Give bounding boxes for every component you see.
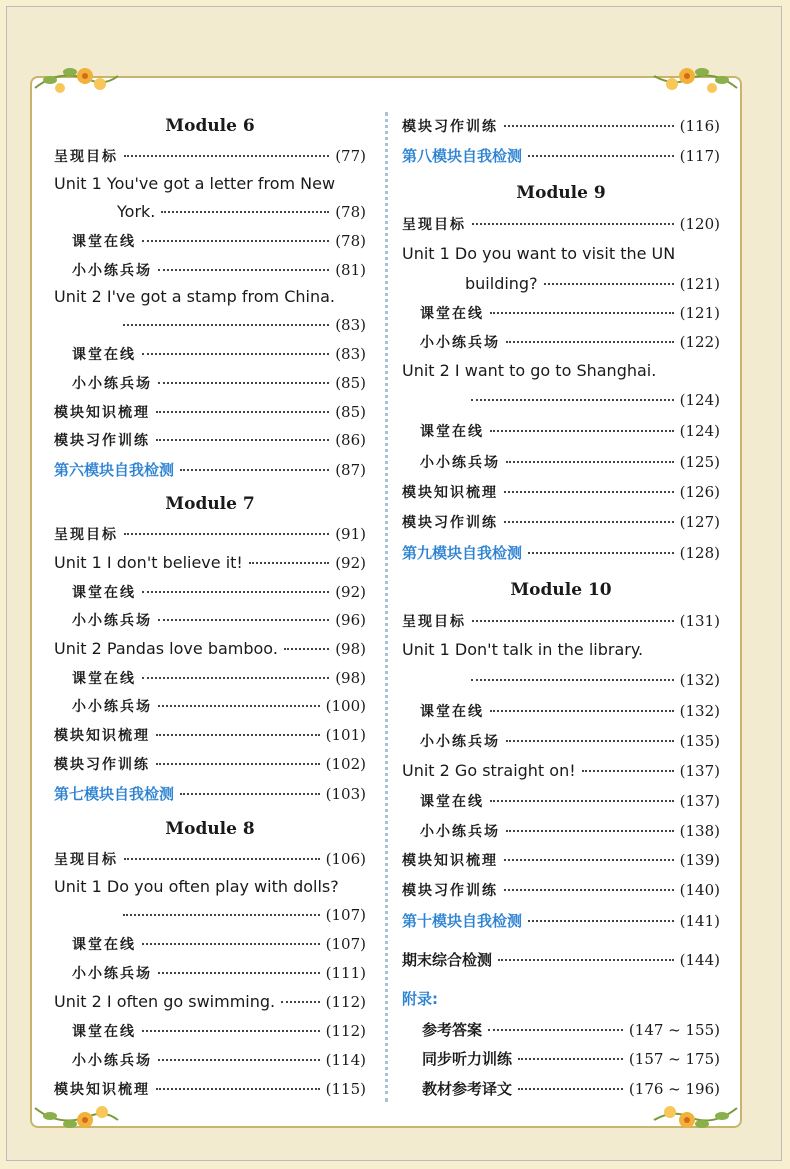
column-divider	[385, 112, 388, 1102]
entry-label: 课堂在线	[72, 1024, 136, 1040]
toc-entry-appendix[interactable]	[422, 1078, 720, 1099]
page-number: (114)	[325, 1051, 366, 1069]
entry-label: Unit 2 I often go swimming.	[54, 992, 276, 1011]
page-number: (83)	[335, 316, 366, 334]
page-number: (83)	[335, 345, 366, 363]
page-number: (107)	[325, 935, 366, 953]
page-number: (78)	[335, 203, 366, 221]
toc-entry[interactable]	[54, 260, 366, 280]
page-number: (138)	[679, 822, 720, 840]
entry-label: 小小练兵场	[420, 455, 500, 471]
page-number: (81)	[335, 261, 366, 279]
entry-label: 第十模块自我检测	[402, 912, 523, 930]
entry-label: 模块习作训练	[54, 433, 150, 449]
toc-entry[interactable]	[54, 725, 366, 745]
toc-entry-line[interactable]: Unit 1 Don't talk in the library.	[402, 640, 644, 659]
page-number: (124)	[679, 391, 720, 409]
entry-label: 模块习作训练	[402, 883, 498, 899]
entry-label: Unit 1 I don't believe it!	[54, 553, 243, 572]
toc-entry[interactable]	[54, 668, 366, 688]
toc-entry[interactable]	[54, 146, 366, 166]
toc-entry[interactable]	[54, 754, 366, 774]
page-number: (121)	[679, 275, 720, 293]
toc-entry[interactable]	[54, 963, 366, 983]
entry-label: 小小练兵场	[72, 699, 152, 715]
entry-label: 课堂在线	[420, 794, 484, 810]
entry-label: 模块习作训练	[402, 119, 498, 135]
toc-entry[interactable]	[402, 701, 720, 721]
entry-label: 小小练兵场	[420, 335, 500, 351]
page-number: (141)	[679, 912, 720, 930]
toc-entry[interactable]	[402, 671, 720, 689]
page-number: (131)	[679, 612, 720, 630]
toc-entry[interactable]	[54, 202, 366, 221]
entry-label: 第九模块自我检测	[402, 544, 523, 562]
entry-label: 同步听力训练	[422, 1050, 513, 1068]
entry-label: 小小练兵场	[72, 966, 152, 982]
toc-entry-appendix[interactable]	[422, 1019, 720, 1040]
entry-label: building?	[465, 274, 538, 293]
page-number: (121)	[679, 304, 720, 322]
entry-label: 小小练兵场	[420, 734, 500, 750]
entry-label: 呈现目标	[54, 852, 118, 868]
page-number: (128)	[679, 544, 720, 562]
page-number: (137)	[679, 762, 720, 780]
toc-entry-line[interactable]: Unit 1 Do you often play with dolls?	[54, 877, 339, 896]
entry-label: 第七模块自我检测	[54, 785, 175, 803]
page-number: (137)	[679, 792, 720, 810]
entry-label: 呈现目标	[54, 527, 118, 543]
entry-label: York.	[117, 202, 156, 221]
toc-entry[interactable]	[54, 553, 366, 572]
entry-label: Unit 2 Pandas love bamboo.	[54, 639, 278, 658]
entry-label: 课堂在线	[420, 424, 484, 440]
page-number: (132)	[679, 671, 720, 689]
toc-entry[interactable]	[54, 316, 366, 334]
toc-entry[interactable]	[54, 1079, 366, 1099]
toc-entry-line[interactable]: Unit 1 Do you want to visit the UN	[402, 244, 676, 263]
flower-vine-icon	[652, 1098, 742, 1138]
entry-label: 课堂在线	[72, 585, 136, 601]
entry-label: 课堂在线	[420, 704, 484, 720]
page-number: (140)	[679, 881, 720, 899]
toc-entry-line[interactable]: Unit 2 I've got a stamp from China.	[54, 287, 335, 306]
page-number: (115)	[325, 1080, 366, 1098]
page-number: (96)	[335, 611, 366, 629]
page-number: (107)	[325, 906, 366, 924]
toc-entry[interactable]	[402, 452, 720, 472]
toc-entry-line[interactable]: Unit 1 You've got a letter from New	[54, 174, 336, 193]
entry-label: 课堂在线	[72, 671, 136, 687]
toc-entry-appendix[interactable]	[422, 1048, 720, 1069]
page-number: (117)	[679, 147, 720, 165]
entry-label: 参考答案	[422, 1021, 483, 1039]
toc-entry[interactable]	[402, 611, 720, 631]
entry-label: 教材参考译文	[422, 1080, 513, 1098]
entry-label: 小小练兵场	[420, 824, 500, 840]
entry-label: 模块知识梳理	[54, 405, 150, 421]
toc-entry[interactable]	[402, 791, 720, 811]
page-number: (92)	[335, 554, 366, 572]
page-number: (98)	[335, 669, 366, 687]
entry-label: 课堂在线	[72, 347, 136, 363]
entry-label: 呈现目标	[402, 217, 466, 233]
page-number: (77)	[335, 147, 366, 165]
toc-entry[interactable]	[54, 231, 366, 251]
toc-entry-test[interactable]	[402, 542, 720, 563]
toc-entry-test[interactable]	[402, 145, 720, 166]
toc-entry[interactable]	[54, 934, 366, 954]
page-number: (103)	[325, 785, 366, 803]
entry-label: 模块知识梳理	[402, 853, 498, 869]
page-number: (120)	[679, 215, 720, 233]
page-number: (132)	[679, 702, 720, 720]
page-number: (112)	[325, 1022, 366, 1040]
appendix-title: 附录:	[402, 990, 438, 1008]
entry-label: 模块知识梳理	[54, 728, 150, 744]
toc-entry-test[interactable]	[402, 910, 720, 931]
page-number: (125)	[679, 453, 720, 471]
toc-entry[interactable]	[402, 391, 720, 409]
entry-label: 课堂在线	[72, 234, 136, 250]
page-number: (85)	[335, 403, 366, 421]
page-number: (122)	[679, 333, 720, 351]
toc-entry[interactable]	[54, 610, 366, 630]
page-number: (176 ~ 196)	[628, 1080, 720, 1098]
toc-entry[interactable]	[402, 512, 720, 532]
page-number: (144)	[679, 951, 720, 969]
toc-entry[interactable]	[54, 696, 366, 716]
page-number: (86)	[335, 431, 366, 449]
entry-label: 课堂在线	[72, 937, 136, 953]
toc-entry[interactable]	[402, 482, 720, 502]
toc-entry[interactable]	[402, 821, 720, 841]
page-number: (116)	[679, 117, 720, 135]
toc-entry[interactable]	[54, 373, 366, 393]
module-title: Module 9	[516, 183, 606, 203]
module-title: Module 8	[165, 819, 255, 839]
entry-label: 期末综合检测	[402, 951, 493, 969]
module-title: Module 6	[165, 116, 255, 136]
entry-label: 呈现目标	[402, 614, 466, 630]
page-number: (106)	[325, 850, 366, 868]
toc-entry[interactable]	[54, 849, 366, 869]
toc-entry[interactable]	[54, 402, 366, 422]
toc-entry[interactable]	[54, 992, 366, 1011]
page-number: (157 ~ 175)	[628, 1050, 720, 1068]
page-number: (127)	[679, 513, 720, 531]
toc-entry[interactable]	[54, 1021, 366, 1041]
page-number: (92)	[335, 583, 366, 601]
page-number: (100)	[325, 697, 366, 715]
page-number: (98)	[335, 640, 366, 658]
page-number: (135)	[679, 732, 720, 750]
page-number: (78)	[335, 232, 366, 250]
toc-entry[interactable]	[54, 906, 366, 924]
toc-entry[interactable]	[402, 303, 720, 323]
entry-label: 模块习作训练	[54, 757, 150, 773]
entry-label: 小小练兵场	[72, 263, 152, 279]
entry-label: 课堂在线	[420, 306, 484, 322]
toc-entry[interactable]	[402, 761, 720, 780]
toc-entry-test[interactable]	[54, 459, 366, 480]
flower-vine-icon	[30, 58, 120, 98]
page-number: (126)	[679, 483, 720, 501]
entry-label: 小小练兵场	[72, 613, 152, 629]
entry-label: 小小练兵场	[72, 376, 152, 392]
toc-entry-final[interactable]	[402, 949, 720, 970]
toc-entry[interactable]	[402, 880, 720, 900]
flower-vine-icon	[30, 1098, 120, 1138]
toc-entry[interactable]	[402, 116, 720, 136]
page-number: (112)	[325, 993, 366, 1011]
page-number: (102)	[325, 755, 366, 773]
toc-entry[interactable]	[54, 639, 366, 658]
toc-entry[interactable]	[402, 214, 720, 234]
page-number: (101)	[325, 726, 366, 744]
toc-entry[interactable]	[402, 332, 720, 352]
entry-label: 第八模块自我检测	[402, 147, 523, 165]
toc-entry[interactable]	[402, 421, 720, 441]
module-title: Module 10	[510, 580, 612, 600]
page-number: (85)	[335, 374, 366, 392]
toc-entry[interactable]	[54, 582, 366, 602]
entry-label: 模块知识梳理	[54, 1082, 150, 1098]
toc-entry-test[interactable]	[54, 783, 366, 804]
toc-entry-line[interactable]: Unit 2 I want to go to Shanghai.	[402, 361, 657, 380]
page-number: (91)	[335, 525, 366, 543]
page-number: (139)	[679, 851, 720, 869]
toc-entry[interactable]	[54, 1050, 366, 1070]
toc-entry[interactable]	[54, 430, 366, 450]
toc-entry[interactable]	[402, 731, 720, 751]
entry-label: 模块知识梳理	[402, 485, 498, 501]
entry-label: 第六模块自我检测	[54, 461, 175, 479]
toc-entry[interactable]	[402, 274, 720, 293]
module-title: Module 7	[165, 494, 255, 514]
toc-entry[interactable]	[54, 524, 366, 544]
toc-entry[interactable]	[54, 344, 366, 364]
entry-label: 呈现目标	[54, 149, 118, 165]
entry-label: Unit 2 Go straight on!	[402, 761, 576, 780]
page-number: (111)	[325, 964, 366, 982]
page-number: (147 ~ 155)	[628, 1021, 720, 1039]
entry-label: 小小练兵场	[72, 1053, 152, 1069]
page-number: (124)	[679, 422, 720, 440]
toc-entry[interactable]	[402, 850, 720, 870]
entry-label: 模块习作训练	[402, 515, 498, 531]
flower-vine-icon	[652, 58, 742, 98]
page-number: (87)	[335, 461, 366, 479]
